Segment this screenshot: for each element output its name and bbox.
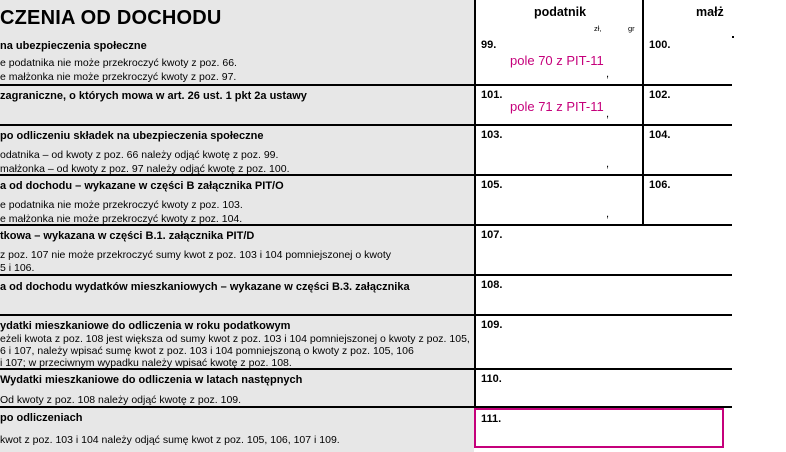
amount-field-106[interactable]: [642, 176, 732, 226]
row-title: Wydatki mieszkaniowe do odliczenia w latach następnych: [0, 374, 303, 386]
row-desc-line: e małżonka nie może przekroczyć kwoty z poz. 97.: [0, 71, 237, 83]
section-header: [0, 0, 474, 38]
amount-field-102[interactable]: [642, 86, 732, 126]
row-desc-line: 6 i 107, należy wpisać sumę kwot z poz. 103 i 104 pomniejszoną o kwoty z poz. 105, 106: [0, 345, 414, 357]
amount-field-99[interactable]: [474, 36, 642, 86]
field-number: 109.: [481, 319, 503, 331]
amount-field-103[interactable]: [474, 126, 642, 176]
field-number: 99.: [481, 39, 497, 51]
row-title: tkowa – wykazana w części B.1. załącznika PIT/D: [0, 230, 255, 242]
row-title: a od dochodu wydatków mieszkaniowych – wykazane w części B.3. załącznika: [0, 281, 410, 293]
row-title: po odliczeniach: [0, 412, 83, 424]
row-desc-line: i 107; w przeciwnym wypadku należy wpisać kwotę z poz. 108.: [0, 357, 292, 369]
row-desc-line: eżeli kwota z poz. 108 jest większa od sumy kwot z poz. 103 i 104 pomniejszonej o kwoty z poz. 105,: [0, 333, 470, 345]
column-label-taxpayer: podatnik: [533, 5, 587, 19]
decimal-separator: ,: [606, 108, 610, 120]
amount-field-111[interactable]: [474, 408, 724, 448]
field-number: 103.: [481, 129, 503, 141]
field-number: 101.: [481, 89, 503, 101]
field-hint: pole 71 z PIT-11: [510, 99, 604, 114]
field-number: 104.: [649, 129, 671, 141]
amount-field-110[interactable]: [474, 370, 732, 408]
form-row-after-deduction: [0, 126, 474, 176]
row-desc-line: z poz. 107 nie może przekroczyć sumy kwot z poz. 103 i 104 pomniejszonej o kwoty: [0, 249, 392, 261]
field-number: 107.: [481, 229, 503, 241]
field-number: 106.: [649, 179, 671, 191]
field-number: 108.: [481, 279, 503, 291]
form-row-after-deductions: [0, 408, 474, 452]
row-desc-line: e podatnika nie może przekroczyć kwoty z poz. 66.: [0, 57, 237, 69]
row-title: na ubezpieczenia społeczne: [0, 40, 147, 52]
form-row-housing-expenses: [0, 276, 474, 316]
row-title: zagraniczne, o których mowa w art. 26 ust. 1 pkt 2a ustawy: [0, 90, 307, 102]
row-desc-line: 5 i 106.: [0, 262, 35, 274]
form-row-housing-next-years: [0, 370, 474, 408]
row-desc-line: e małżonka nie może przekroczyć kwoty z poz. 104.: [0, 213, 243, 225]
row-desc-line: kwot z poz. 103 i 104 należy odjąć sumę kwot z poz. 105, 106, 107 i 109.: [0, 434, 340, 446]
row-desc-line: e podatnika nie może przekroczyć kwoty z poz. 103.: [0, 199, 243, 211]
field-number: 102.: [649, 89, 671, 101]
row-title: ydatki mieszkaniowe do odliczenia w roku podatkowym: [0, 320, 291, 332]
amount-field-107[interactable]: [474, 226, 732, 276]
decimal-separator: ,: [606, 208, 610, 220]
amount-field-101[interactable]: [474, 86, 642, 126]
decimal-separator: ,: [606, 158, 610, 170]
column-header-spouse: [642, 0, 734, 38]
unit-zl-label: zł,: [594, 24, 602, 33]
decimal-separator: ,: [606, 68, 610, 80]
section-title: CZENIA OD DOCHODU: [0, 7, 222, 29]
form-row-housing-current-year: [0, 316, 474, 370]
amount-field-108[interactable]: [474, 276, 732, 316]
column-header-taxpayer: [474, 0, 644, 38]
amount-field-105[interactable]: [474, 176, 642, 226]
row-title: a od dochodu – wykazane w części B załącznika PIT/O: [0, 180, 284, 192]
field-number: 105.: [481, 179, 503, 191]
form-row-social-insurance: [0, 36, 474, 86]
row-desc-line: odatnika – od kwoty z poz. 66 należy odjąć kwotę z poz. 99.: [0, 149, 279, 161]
field-hint: pole 70 z PIT-11: [510, 53, 604, 68]
field-number: 100.: [649, 39, 671, 51]
field-number: 111.: [481, 413, 502, 425]
form-row-pit-d-relief: [0, 226, 474, 276]
form-row-foreign-insurance: [0, 86, 474, 126]
field-number: 110.: [481, 373, 502, 385]
column-label-spouse: małż: [696, 5, 724, 19]
form-row-pit-o-deductions: [0, 176, 474, 226]
amount-field-100[interactable]: [642, 36, 732, 86]
amount-field-109[interactable]: [474, 316, 732, 370]
unit-gr-label: gr: [628, 24, 635, 33]
row-title: po odliczeniu składek na ubezpieczenia społeczne: [0, 130, 264, 142]
row-desc-line: małżonka – od kwoty z poz. 97 należy odjąć kwotę z poz. 100.: [0, 163, 290, 175]
row-desc-line: Od kwoty z poz. 108 należy odjąć kwotę z poz. 109.: [0, 394, 242, 406]
amount-field-104[interactable]: [642, 126, 732, 176]
